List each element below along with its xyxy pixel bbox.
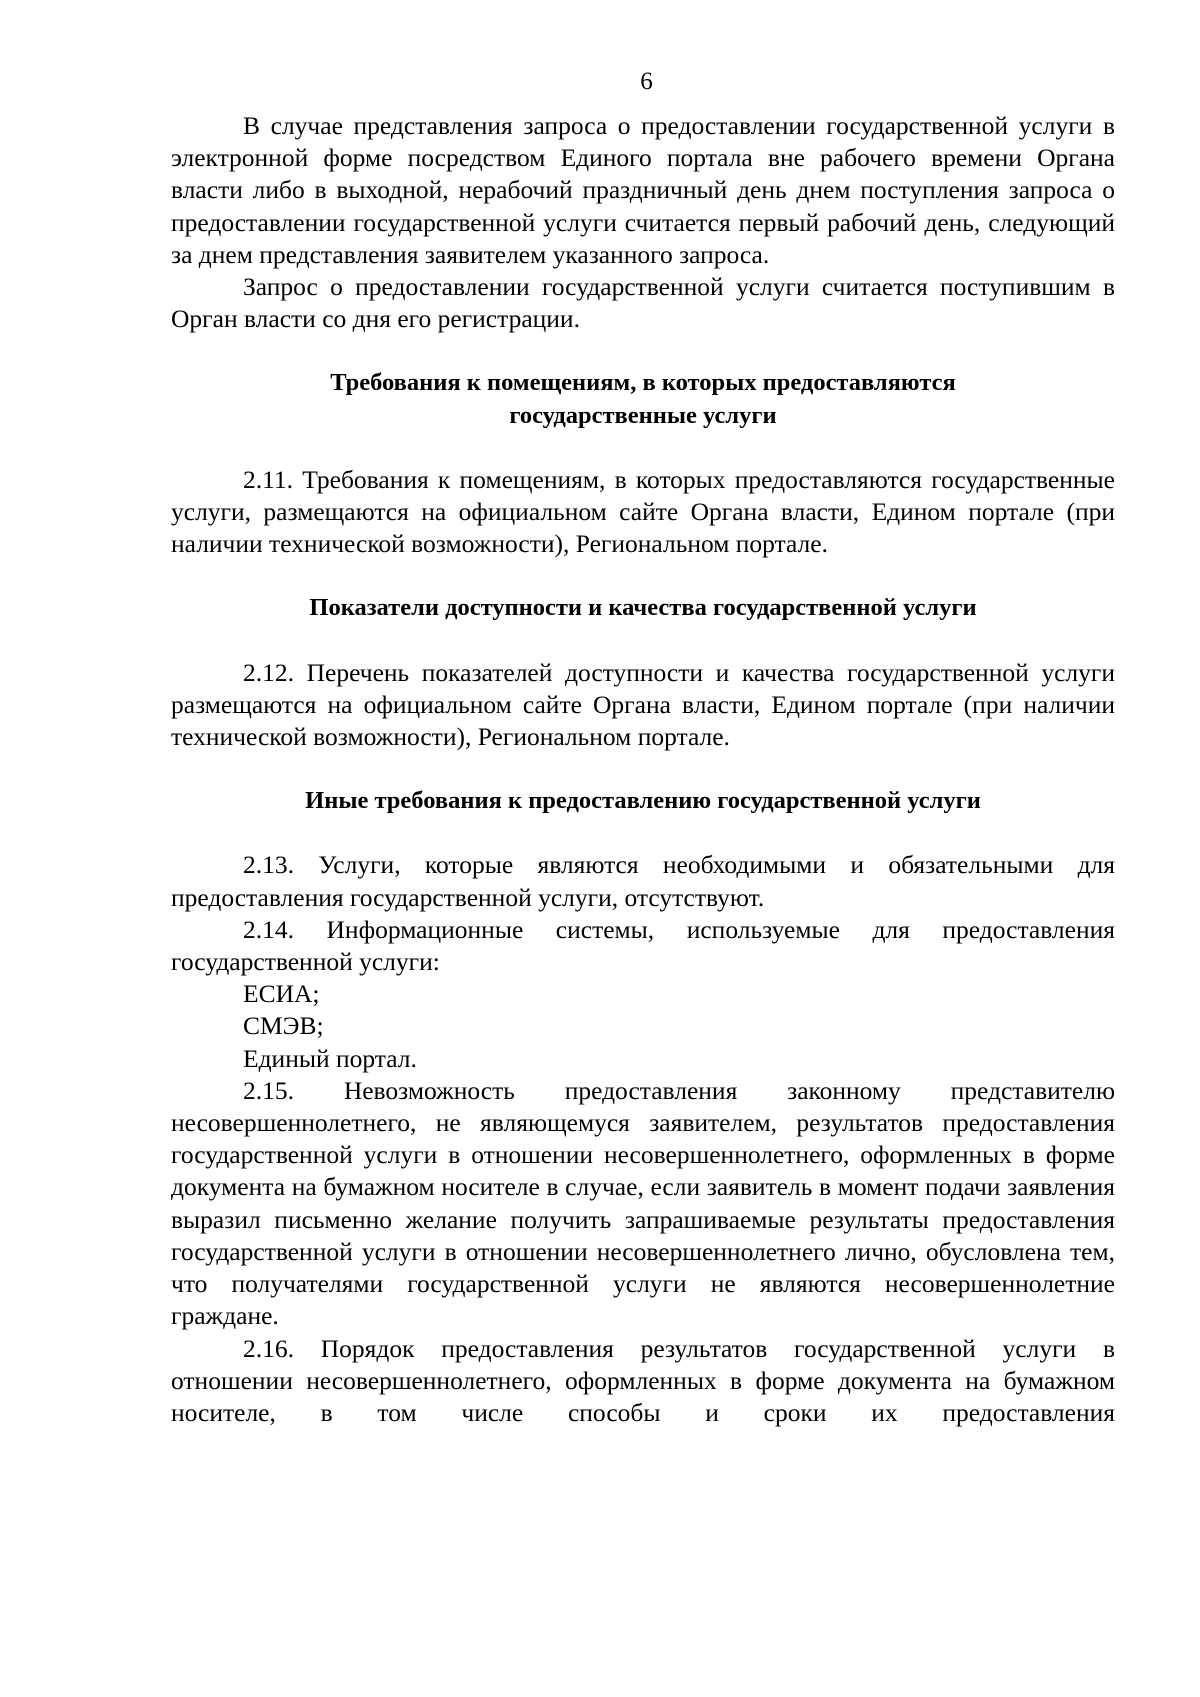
list-item-system-unified-portal: Единый портал. xyxy=(243,1043,417,1073)
paragraph-2-13: 2.13. Услуги, которые являются необходимыми и обязательными для предоставления государственной услуги, отсутствуют. xyxy=(171,850,1115,912)
heading-other-requirements: Иные требования к предоставлению государственной услуги xyxy=(305,787,981,815)
spacer xyxy=(171,335,1115,367)
paragraph-2-14: 2.14. Информационные системы, используемые для предоставления государственной услуги: xyxy=(171,914,1115,977)
document-page xyxy=(171,66,1115,1429)
heading-premises-line-1: Требования к помещениям, в которых предоставляются xyxy=(330,369,956,397)
spacer xyxy=(171,817,1115,849)
paragraph-2-15: 2.15. Невозможность предоставления законному представителю несовершеннолетнего, не являющемуся заявителем, результатов предоставления государственной услуги в отношении несовершеннолетнего, оформленных в форме документа на бумажном носителе в случае, если заявитель в момент подачи заявления выразил письменно желание получить запрашиваемые результаты предоставления государственной услуги в отношении несовершеннолетнего лично, обусловлена тем, что получателями государственной услуги не являются несовершеннолетние граждане. xyxy=(171,1075,1115,1331)
paragraph-electronic-request-timing: В случае представления запроса о предоставлении государственной услуги в электронной форме посредством Единого портала вне рабочего времени Органа власти либо в выходной, нерабочий праздничный день днем поступления запроса о предоставлении государственной услуги считается первый рабочий день, следующий за днем представления заявителем указанного запроса. xyxy=(171,111,1115,269)
heading-accessibility-indicators: Показатели доступности и качества государственной услуги xyxy=(309,594,977,622)
spacer xyxy=(171,753,1115,785)
spacer xyxy=(171,560,1115,592)
page-number: 6 xyxy=(640,68,653,95)
paragraph-2-11: 2.11. Требования к помещениям, в которых предоставляются государственные услуги, размещаются на официальном сайте Органа власти, Едином портале (при наличии технической возможности), Региональном портале. xyxy=(171,464,1115,559)
paragraph-2-16: 2.16. Порядок предоставления результатов государственной услуги в отношении несовершеннолетнего, оформленных в форме документа на бумажном носителе, в том числе способы и сроки их предоставления xyxy=(171,1333,1115,1427)
paragraph-2-12: 2.12. Перечень показателей доступности и качества государственной услуги размещаются на официальном сайте Органа власти, Едином портале (при наличии технической возможности), Региональном портале. xyxy=(171,657,1115,752)
list-item-system-esia: ЕСИА; xyxy=(243,979,320,1009)
heading-premises-line-2: государственные услуги xyxy=(509,401,777,429)
spacer xyxy=(171,432,1115,464)
spacer xyxy=(171,625,1115,657)
heading-premises-requirements xyxy=(171,367,1115,431)
list-item-system-smev: СМЭВ; xyxy=(243,1011,324,1041)
paragraph-request-registration: Запрос о предоставлении государственной услуги считается поступившим в Орган власти со дня его регистрации. xyxy=(171,272,1115,334)
